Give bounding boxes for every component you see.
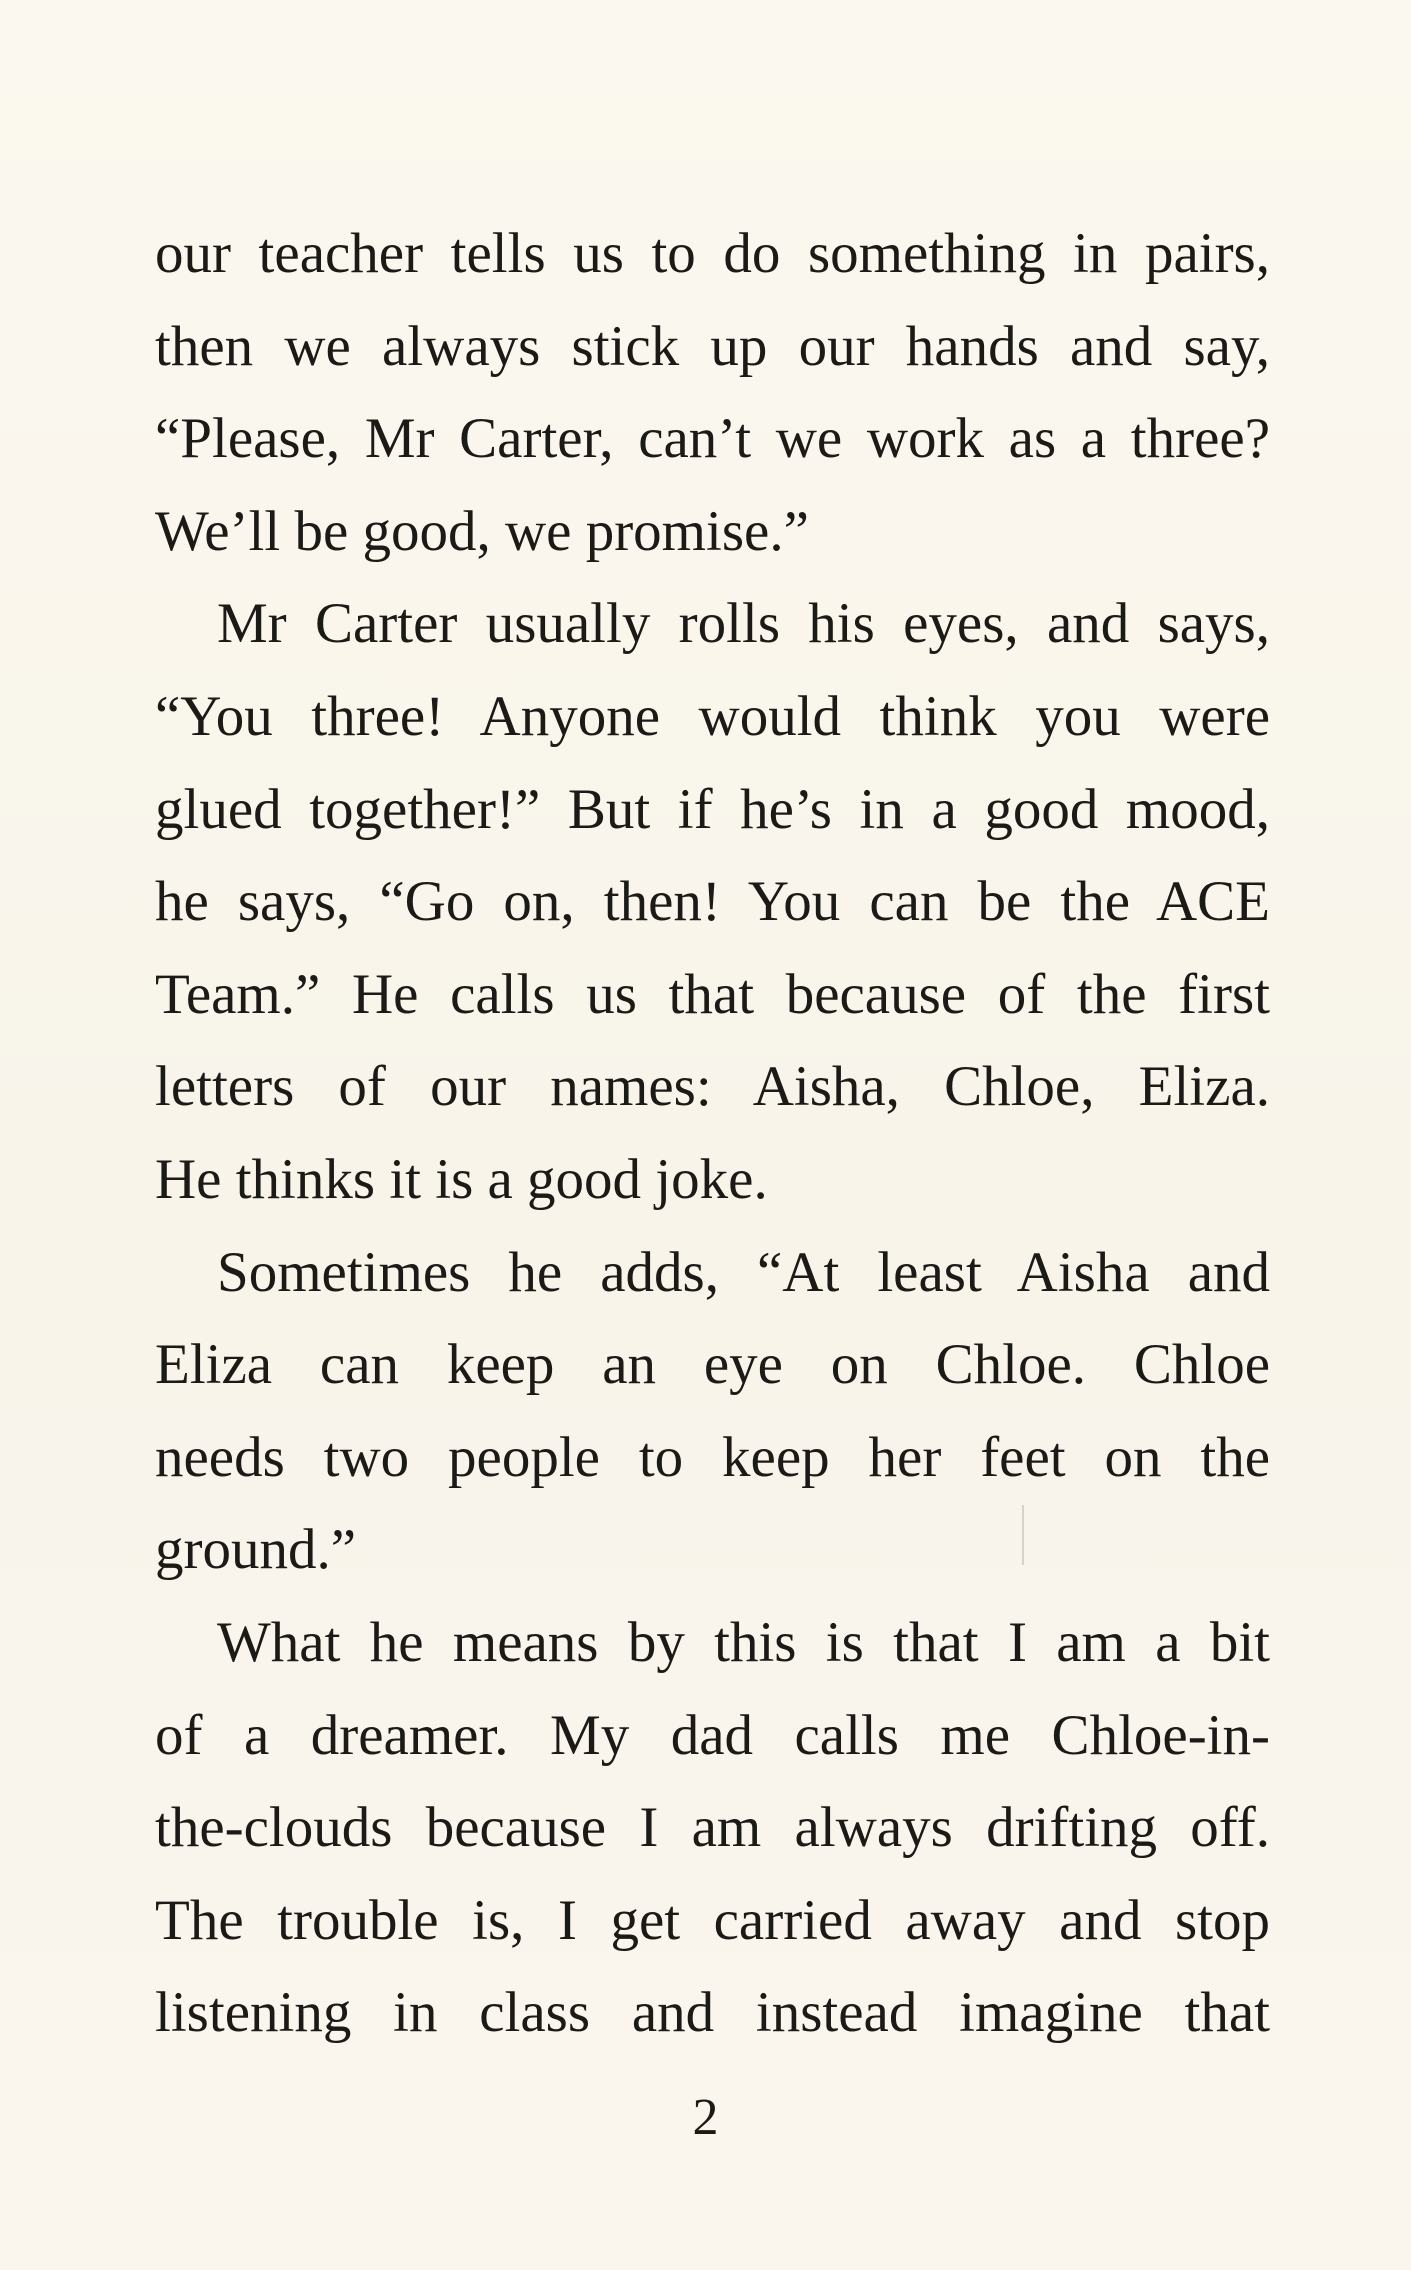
text-line: He thinks it is a good joke. — [155, 1147, 768, 1211]
text-line: Eliza can keep an eye on Chloe. Chloe — [155, 1333, 1270, 1397]
text-line: What he means by this is that I am a bit — [217, 1610, 1270, 1674]
text-line: Sometimes he adds, “At least Aisha and — [217, 1240, 1270, 1304]
text-line: glued together!” But if he’s in a good mood, — [155, 777, 1270, 841]
text-line: Team.” He calls us that because of the first — [155, 962, 1270, 1026]
paragraph-3 — [155, 1227, 1270, 1597]
text-line: “You three! Anyone would think you were — [155, 684, 1270, 748]
text-line: needs two people to keep her feet on the — [155, 1425, 1270, 1489]
text-line: our teacher tells us to do something in pairs, — [155, 222, 1270, 285]
text-line: The trouble is, I get carried away and stop — [155, 1888, 1270, 1952]
text-line: then we always stick up our hands and say, — [155, 314, 1270, 378]
paragraph-1 — [155, 208, 1270, 578]
text-line: of a dreamer. My dad calls me Chloe-in- — [155, 1703, 1270, 1767]
text-line: listening in class and instead imagine that — [155, 1981, 1270, 2045]
text-line: letters of our names: Aisha, Chloe, Eliza. — [155, 1055, 1270, 1119]
text-line: he says, “Go on, then! You can be the ACE — [155, 870, 1270, 934]
paragraph-4 — [155, 1597, 1270, 2060]
text-line: the-clouds because I am always drifting off. — [155, 1796, 1270, 1860]
text-line: ground.” — [155, 1518, 357, 1582]
text-line: We’ll be good, we promise.” — [155, 499, 809, 563]
text-line: “Please, Mr Carter, can’t we work as a three? — [155, 407, 1270, 471]
page-number: 2 — [692, 2089, 719, 2146]
text-line: Mr Carter usually rolls his eyes, and says, — [217, 592, 1270, 656]
paragraph-2 — [155, 578, 1270, 1226]
body-text — [155, 208, 1270, 2060]
